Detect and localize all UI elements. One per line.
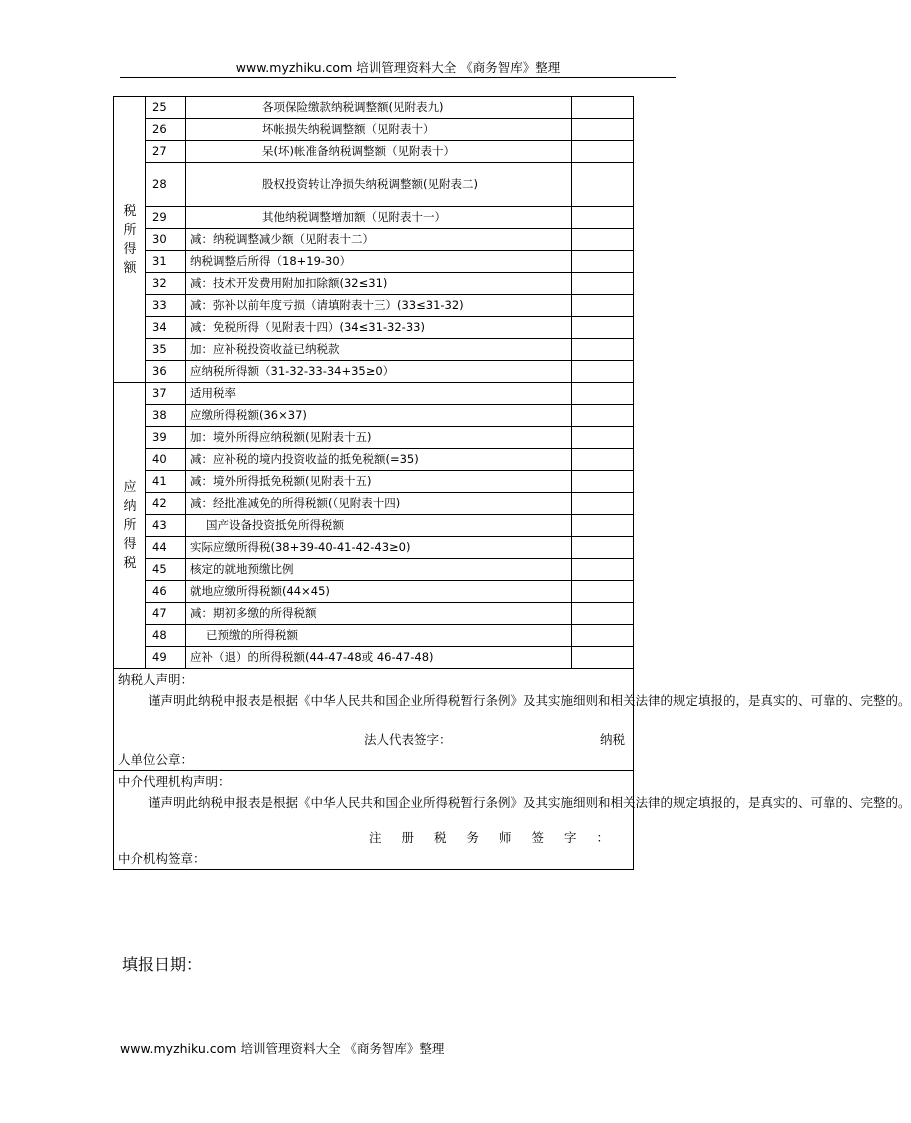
row-item: 应纳税所得额（31-32-33-34+35≥0）	[186, 361, 572, 383]
row-amount-cell[interactable]	[572, 405, 634, 427]
legal-rep-signature-label: 法人代表签字：	[364, 732, 452, 747]
row-number: 49	[146, 647, 186, 669]
row-number: 29	[146, 207, 186, 229]
row-item: 纳税调整后所得（18+19-30）	[186, 251, 572, 273]
table-row	[114, 559, 634, 581]
table-row	[114, 339, 634, 361]
table-row	[114, 515, 634, 537]
row-amount-cell[interactable]	[572, 471, 634, 493]
row-number: 30	[146, 229, 186, 251]
row-number: 47	[146, 603, 186, 625]
section-label-taxable-income: 税所得额	[114, 97, 146, 383]
row-amount-cell[interactable]	[572, 581, 634, 603]
row-item: 加：境外所得应纳税额(见附表十五)	[186, 427, 572, 449]
table-row	[114, 471, 634, 493]
table-row	[114, 251, 634, 273]
table-row	[114, 361, 634, 383]
row-amount-cell[interactable]	[572, 515, 634, 537]
table-row	[114, 317, 634, 339]
row-number: 38	[146, 405, 186, 427]
row-item: 减：经批准减免的所得税额(（见附表十四)	[186, 493, 572, 515]
row-amount-cell[interactable]	[572, 383, 634, 405]
row-amount-cell[interactable]	[572, 427, 634, 449]
row-amount-cell[interactable]	[572, 97, 634, 119]
row-number: 41	[146, 471, 186, 493]
row-item: 适用税率	[186, 383, 572, 405]
table-row	[114, 427, 634, 449]
page-header: www.myzhiku.com 培训管理资料大全 《商务智库》整理	[235, 60, 561, 75]
tax-agent-signature-label: 注册税务师签字：	[368, 830, 629, 845]
table-row	[114, 119, 634, 141]
table-row	[114, 273, 634, 295]
row-item: 应缴所得税额(36×37)	[186, 405, 572, 427]
row-amount-cell[interactable]	[572, 625, 634, 647]
row-item: 其他纳税调整增加额（见附表十一）	[186, 207, 572, 229]
row-item: 减：应补税的境内投资收益的抵免税额(=35)	[186, 449, 572, 471]
row-item: 减：弥补以前年度亏损（请填附表十三）(33≤31-32)	[186, 295, 572, 317]
agency-declaration	[114, 771, 911, 870]
row-number: 37	[146, 383, 186, 405]
row-item: 呆(坏)帐准备纳税调整额（见附表十）	[186, 141, 572, 163]
taxpayer-declaration-row	[114, 669, 634, 771]
row-item: 就地应缴所得税额(44×45)	[186, 581, 572, 603]
table-row	[114, 603, 634, 625]
table-row	[114, 647, 634, 669]
row-item: 加：应补税投资收益已纳税款	[186, 339, 572, 361]
row-number: 35	[146, 339, 186, 361]
table-row	[114, 295, 634, 317]
agency-declaration-body: 谨声明此纳税申报表是根据《中华人民共和国企业所得税暂行条例》及其实施细则和相关法律的规定填报的，是真实的、可靠的、完整的。	[148, 795, 911, 810]
taxpayer-seal-label: 人单位公章：	[118, 752, 194, 767]
table-row	[114, 537, 634, 559]
row-number: 25	[146, 97, 186, 119]
row-number: 40	[146, 449, 186, 471]
row-number: 32	[146, 273, 186, 295]
row-amount-cell[interactable]	[572, 119, 634, 141]
row-item: 股权投资转让净损失纳税调整额(见附表二)	[186, 163, 572, 207]
row-amount-cell[interactable]	[572, 603, 634, 625]
row-number: 46	[146, 581, 186, 603]
row-amount-cell[interactable]	[572, 273, 634, 295]
table-row	[114, 449, 634, 471]
section-label-payable-tax: 应纳所得税	[114, 383, 146, 669]
table-row	[114, 97, 634, 119]
row-item: 核定的就地预缴比例	[186, 559, 572, 581]
row-number: 43	[146, 515, 186, 537]
taxpayer-declaration-body: 谨声明此纳税申报表是根据《中华人民共和国企业所得税暂行条例》及其实施细则和相关法律的规定填报的，是真实的、可靠的、完整的。	[148, 693, 911, 708]
row-item: 坏帐损失纳税调整额（见附表十）	[186, 119, 572, 141]
row-number: 33	[146, 295, 186, 317]
table-row	[114, 405, 634, 427]
table-row	[114, 207, 634, 229]
row-item: 减：纳税调整减少额（见附表十二）	[186, 229, 572, 251]
row-number: 42	[146, 493, 186, 515]
tax-return-table	[113, 96, 911, 870]
row-item: 实际应缴所得税(38+39-40-41-42-43≥0)	[186, 537, 572, 559]
row-item: 减：技术开发费用附加扣除额(32≤31)	[186, 273, 572, 295]
table-row	[114, 383, 634, 405]
taxpayer-seal-prefix: 纳税	[599, 732, 625, 747]
row-amount-cell[interactable]	[572, 449, 634, 471]
fill-date-label: 填报日期：	[122, 955, 203, 974]
table-row	[114, 141, 634, 163]
row-number: 39	[146, 427, 186, 449]
row-item: 减：期初多缴的所得税额	[186, 603, 572, 625]
row-item: 减：境外所得抵免税额(见附表十五)	[186, 471, 572, 493]
row-amount-cell[interactable]	[572, 647, 634, 669]
table-row	[114, 625, 634, 647]
row-number: 31	[146, 251, 186, 273]
row-number: 45	[146, 559, 186, 581]
row-amount-cell[interactable]	[572, 317, 634, 339]
row-amount-cell[interactable]	[572, 229, 634, 251]
row-amount-cell[interactable]	[572, 493, 634, 515]
row-number: 36	[146, 361, 186, 383]
row-item: 各项保险缴款纳税调整额(见附表九)	[186, 97, 572, 119]
agency-seal-label: 中介机构签章：	[118, 851, 206, 866]
row-number: 28	[146, 163, 186, 207]
agency-declaration-row	[114, 771, 634, 870]
row-number: 27	[146, 141, 186, 163]
row-amount-cell[interactable]	[572, 339, 634, 361]
agency-declaration-title: 中介代理机构声明：	[118, 774, 231, 789]
row-amount-cell[interactable]	[572, 163, 634, 207]
row-amount-cell[interactable]	[572, 537, 634, 559]
taxpayer-declaration-title: 纳税人声明：	[118, 672, 194, 687]
row-number: 34	[146, 317, 186, 339]
row-number: 26	[146, 119, 186, 141]
row-number: 48	[146, 625, 186, 647]
row-item: 已预缴的所得税额	[186, 625, 572, 647]
table-row	[114, 493, 634, 515]
row-item: 应补（退）的所得税额(44-47-48或 46-47-48)	[186, 647, 572, 669]
header-rule	[120, 77, 676, 78]
row-amount-cell[interactable]	[572, 361, 634, 383]
row-item: 减：免税所得（见附表十四）(34≤31-32-33)	[186, 317, 572, 339]
taxpayer-declaration	[114, 669, 911, 771]
row-amount-cell[interactable]	[572, 207, 634, 229]
table-row	[114, 581, 634, 603]
row-amount-cell[interactable]	[572, 295, 634, 317]
page-footer: www.myzhiku.com 培训管理资料大全 《商务智库》整理	[120, 1041, 445, 1056]
row-amount-cell[interactable]	[572, 141, 634, 163]
row-number: 44	[146, 537, 186, 559]
row-item: 国产设备投资抵免所得税额	[186, 515, 572, 537]
row-amount-cell[interactable]	[572, 251, 634, 273]
row-amount-cell[interactable]	[572, 559, 634, 581]
table-row	[114, 163, 634, 207]
table-row	[114, 229, 634, 251]
